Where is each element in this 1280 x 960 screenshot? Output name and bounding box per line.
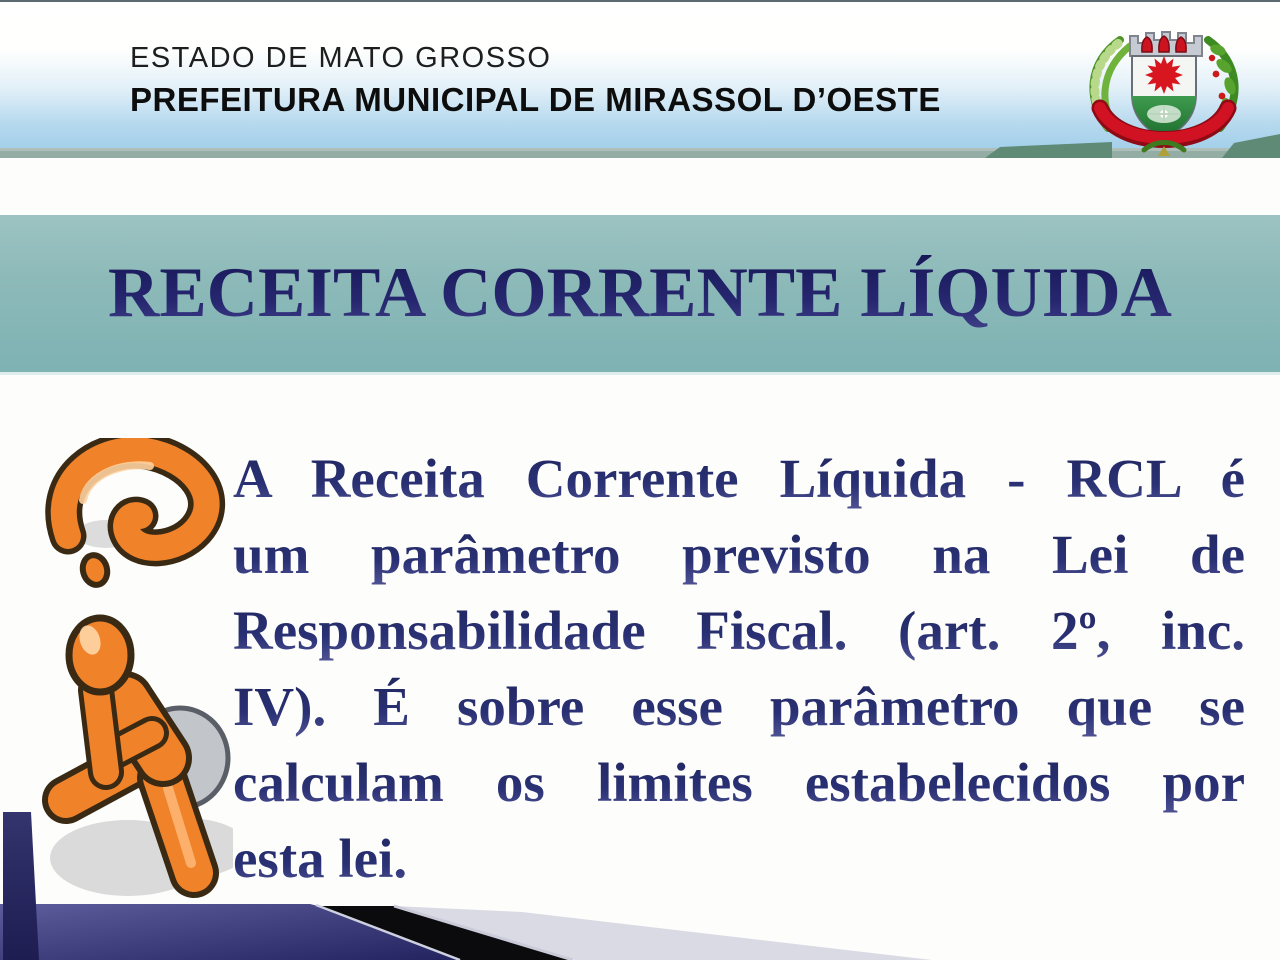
body-line: A Receita Corrente Líquida - RCL é (233, 441, 1245, 517)
body-line: IV). É sobre esse parâmetro que se (233, 669, 1245, 745)
coat-of-arms-icon (1078, 8, 1250, 160)
title-banner (0, 215, 1280, 375)
municipality-name: PREFEITURA MUNICIPAL DE MIRASSOL D’OESTE (130, 81, 941, 118)
state-name: ESTADO DE MATO GROSSO (130, 42, 552, 74)
bottom-diagonal-decoration (0, 800, 1280, 960)
body-line: Responsabilidade Fiscal. (art. 2º, inc. (233, 593, 1245, 669)
header-band (0, 0, 1280, 158)
header-text (130, 42, 941, 119)
body-line: um parâmetro previsto na Lei de (233, 517, 1245, 593)
body-line: calculam os limites estabelecidos por (233, 745, 1245, 821)
slide-title: RECEITA CORRENTE LÍQUIDA (0, 215, 1280, 372)
body-line: esta lei. (233, 821, 1245, 897)
